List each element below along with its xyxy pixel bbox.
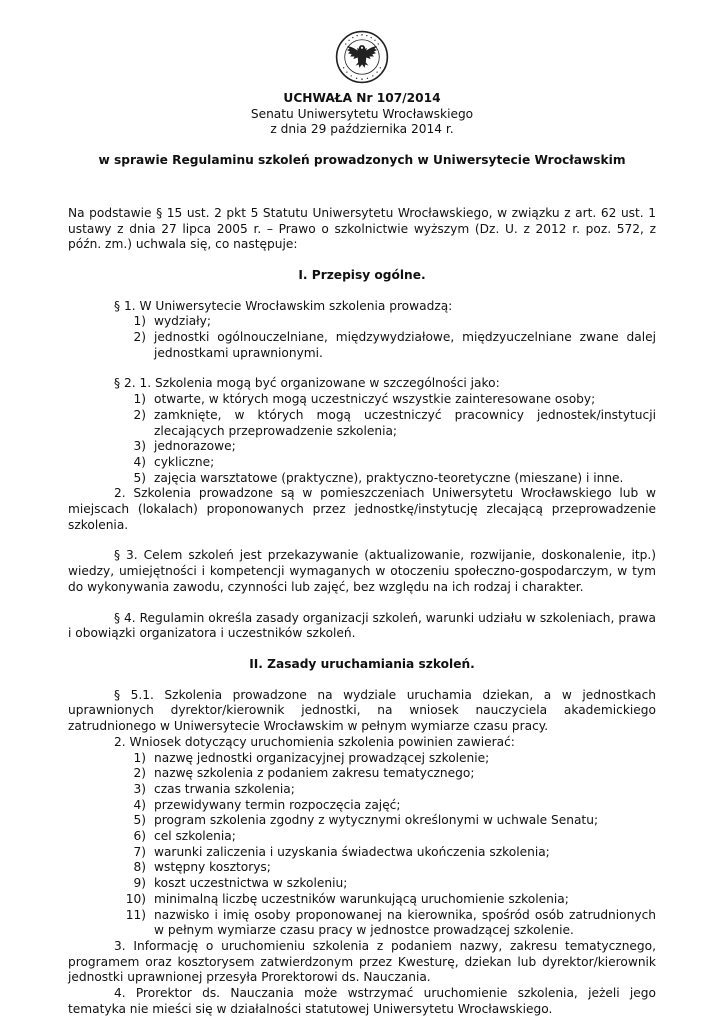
list-item: 6) cel szkolenia;: [133, 829, 236, 844]
list-item: 1) otwarte, w których mogą uczestniczyć wszystkie zainteresowane osoby;: [133, 392, 596, 407]
paragraph-5-list: [68, 751, 656, 939]
list-item: 3) jednorazowe;: [133, 439, 236, 454]
list-item: 2) nazwę szkolenia z podaniem zakresu tematycznego;: [133, 766, 475, 781]
paragraph-5-section-1: § 5.1. Szkolenia prowadzone na wydziale uruchamia dziekan, a w jednostkach uprawnionych dyrektor/kierownik jednostki, na wniosek nauczyciela akademickiego zatrudnionego w Uniwersytecie Wrocławskim w pełnym wymiarze czasu pracy.: [68, 687, 656, 734]
resolution-date: z dnia 29 października 2014 r.: [270, 122, 454, 137]
list-item: 1) nazwę jednostki organizacyjnej prowadzącej szkolenie;: [133, 750, 490, 765]
list-item: 5) zajęcia warsztatowe (praktyczne), praktyczno-teoretyczne (mieszane) i inne.: [133, 470, 624, 485]
list-item: 4) przewidywany termin rozpoczęcia zajęć;: [133, 797, 401, 812]
list-item: 1) wydziały;: [133, 314, 211, 329]
paragraph-1-list: [68, 314, 656, 361]
paragraph-5-section-2-intro: 2. Wniosek dotyczący uruchomienia szkolenia powinien zawierać:: [114, 734, 515, 749]
paragraph-5-section-4: 4. Prorektor ds. Nauczania może wstrzymać uruchomienie szkolenia, jeżeli jego tematyka nie mieści się w działalności statutowej Uniwersytetu Wrocławskiego.: [68, 986, 656, 1016]
list-item: 3) czas trwania szkolenia;: [133, 781, 295, 796]
senate-name: Senatu Uniwersytetu Wrocławskiego: [250, 106, 474, 121]
paragraph-2-section-2: 2. Szkolenia prowadzone są w pomieszczeniach Uniwersytetu Wrocławskiego lub w miejscach (lokalach) proponowanych przez jednostkę/instytucję zlecającą przeprowadzenie szkolenia.: [68, 486, 656, 532]
paragraph-5-section-3: 3. Informację o uruchomieniu szkolenia z podaniem nazwy, zakresu tematycznego, programem oraz kosztorysem zatwierdzonym przez Kwesturę, dziekan lub dyrektor/kierownik jednostki uprawnionej przesyła Prorektorowi ds. Nauczania.: [68, 938, 656, 985]
section-title-general: I. Przepisy ogólne.: [298, 267, 426, 282]
list-item: 7) warunki zaliczenia i uzyskania świadectwa ukończenia szkolenia;: [133, 844, 550, 859]
university-eagle-emblem-icon: [335, 30, 389, 84]
paragraph-3: § 3. Celem szkoleń jest przekazywanie (aktualizowanie, rozwijanie, doskonalenie, itp.) wiedzy, umiejętności i kompetencji wymaganych w otoczeniu społeczno-gospodarczym, w tym do wykonywania zawodu, czynności lub zajęć, bez względu na ich rodzaj i charakter.: [68, 548, 656, 594]
list-item: 2) jednostki ogólnouczelniane, międzywydziałowe, międzyuczelniane zwane dalej jednostkami uprawnionymi.: [133, 330, 656, 360]
document-page: [68, 30, 656, 1017]
list-item: 11) nazwisko i imię osoby proponowanej na kierownika, spośród osób zatrudnionych w pełnym wymiarze czasu pracy w jednostce prowadzącej szkolenie.: [125, 907, 656, 938]
section-title-launch-rules: II. Zasady uruchamiania szkoleń.: [249, 656, 475, 671]
preamble: Na podstawie § 15 ust. 2 pkt 5 Statutu Uniwersytetu Wrocławskiego, w związku z art. 62 ust. 1 ustawy z dnia 27 lipca 2005 r. – Prawo o szkolnictwie wyższym (Dz. U. z 2012 r. poz. 572, z późn. zm.) uchwala się, co następuje:: [68, 205, 656, 252]
paragraph-4: § 4. Regulamin określa zasady organizacji szkoleń, warunki udziału w szkoleniach, prawa i obowiązki organizatora i uczestników szkoleń.: [68, 610, 656, 641]
list-item: 2) zamknięte, w których mogą uczestniczyć pracownicy jednostek/instytucji zlecających przeprowadzenie szkolenia;: [133, 407, 656, 438]
list-item: 4) cykliczne;: [133, 454, 215, 469]
list-item: 5) program szkolenia zgodny z wytycznymi określonymi w uchwale Senatu;: [133, 813, 599, 828]
resolution-subject: w sprawie Regulaminu szkoleń prowadzonych w Uniwersytecie Wrocławskim: [98, 153, 626, 168]
list-item: 10) minimalną liczbę uczestników warunkującą uruchomienie szkolenia;: [125, 891, 569, 906]
paragraph-2-intro: § 2. 1. Szkolenia mogą być organizowane w szczególności jako:: [114, 376, 500, 391]
paragraph-1-intro: § 1. W Uniwersytecie Wrocławskim szkolenia prowadzą:: [114, 298, 453, 313]
list-item: 8) wstępny kosztorys;: [133, 860, 271, 875]
paragraph-2-list: [68, 392, 656, 486]
resolution-title: UCHWAŁA Nr 107/2014: [283, 91, 441, 105]
list-item: 9) koszt uczestnictwa w szkoleniu;: [133, 876, 348, 891]
